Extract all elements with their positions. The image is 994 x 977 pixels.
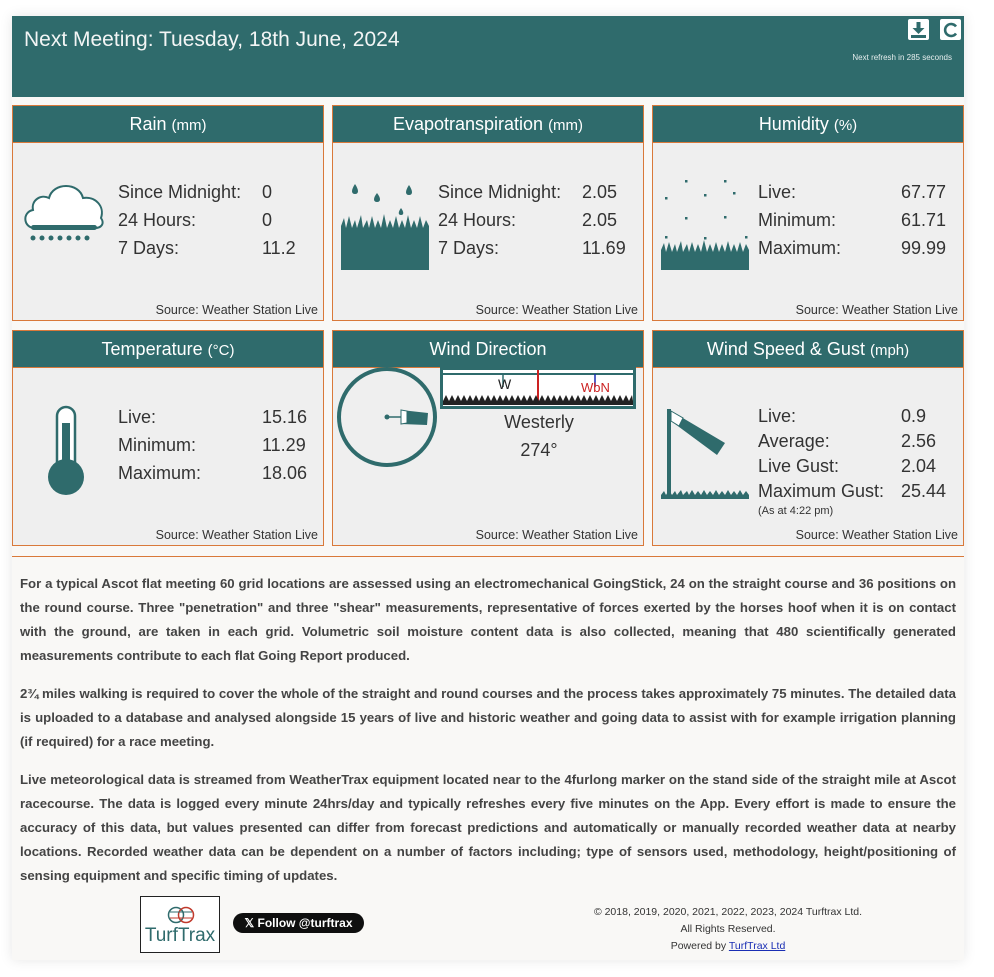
wind-direction-source: Source: Weather Station Live <box>475 528 638 542</box>
gust-timestamp: (As at 4:22 pm) <box>758 505 834 517</box>
wind-speed-card-header <box>653 331 963 368</box>
humidity-card-header <box>653 106 963 143</box>
copyright-text: © 2018, 2019, 2020, 2021, 2022, 2023, 2024 Turftrax Ltd. <box>593 906 863 918</box>
x-logo-icon: 𝕏 <box>244 916 258 930</box>
humidity-title: Humidity <box>758 114 829 134</box>
evapo-card-header <box>333 106 643 143</box>
temperature-row <box>118 459 318 487</box>
evapo-label: Since Midnight: <box>438 182 562 202</box>
evapo-row <box>438 178 638 206</box>
wind-speed-unit: (mph) <box>869 342 910 359</box>
humidity-label: Minimum: <box>758 210 837 230</box>
rain-label: 24 Hours: <box>118 210 197 230</box>
follow-label: Follow @turftrax <box>257 916 353 930</box>
logo-emblem-icon <box>167 906 195 924</box>
compass-right-label: WbN <box>581 380 610 395</box>
twitter-follow-button[interactable] <box>233 913 364 933</box>
compass-strip <box>440 367 636 409</box>
humidity-grass-icon <box>661 180 751 275</box>
humidity-label: Live: <box>758 182 797 202</box>
rain-label: Since Midnight: <box>118 182 242 202</box>
refresh-countdown: Next refresh in 285 seconds <box>852 53 952 62</box>
humidity-value: 99.99 <box>901 238 947 258</box>
rain-value: 0 <box>262 182 273 202</box>
humidity-label: Maximum: <box>758 238 842 258</box>
temperature-label: Maximum: <box>118 463 202 483</box>
refresh-icon <box>943 22 959 38</box>
evapo-stats <box>438 178 638 262</box>
wind-direction-title: Wind Direction <box>429 339 547 359</box>
wind-speed-row <box>758 479 958 504</box>
refresh-button[interactable] <box>940 19 961 40</box>
evapo-label: 7 Days: <box>438 238 500 258</box>
temperature-stats <box>118 403 318 487</box>
wind-direction-degrees: 274° <box>520 440 558 460</box>
wind-speed-label: Average: <box>758 431 830 451</box>
download-icon <box>911 22 926 38</box>
humidity-value: 67.77 <box>901 182 947 202</box>
info-paragraph: 2¾ miles walking is required to cover the whole of the straight and round courses and the process takes approximately 75 minutes. The detailed data is uploaded to a database and analysed alongside 15 years of live and historic weather and going data to assist with for example irrigation planning (if required) for a race meeting. <box>20 686 956 749</box>
wind-speed-value: 25.44 <box>901 481 947 501</box>
temperature-value: 11.29 <box>262 435 306 455</box>
wind-speed-label: Maximum Gust: <box>758 481 885 501</box>
powered-by-prefix: Powered by <box>670 940 727 952</box>
wind-speed-stats <box>758 404 958 518</box>
wind-speed-title: Wind Speed & Gust <box>706 339 865 359</box>
temperature-unit: (°C) <box>207 342 235 359</box>
evapo-title: Evapotranspiration <box>392 114 544 134</box>
temperature-title: Temperature <box>101 339 203 359</box>
section-divider <box>12 556 964 557</box>
header-bar <box>12 16 964 97</box>
wind-speed-value: 2.04 <box>901 456 937 476</box>
wind-direction-name: Westerly <box>504 412 574 432</box>
evapo-value: 11.69 <box>582 238 626 258</box>
page-title: Next Meeting: Tuesday, 18th June, 2024 <box>24 28 400 51</box>
windsock-pole-icon <box>661 407 753 504</box>
wind-speed-value: 0.9 <box>901 406 927 426</box>
rain-title: Rain <box>129 114 167 134</box>
humidity-value: 61.71 <box>901 210 947 230</box>
humidity-card <box>652 105 964 321</box>
rain-value: 11.2 <box>262 238 296 258</box>
temperature-card-header <box>13 331 323 368</box>
wind-speed-value: 2.56 <box>901 431 937 451</box>
evapo-row <box>438 206 638 234</box>
rain-label: 7 Days: <box>118 238 180 258</box>
evapo-label: 24 Hours: <box>438 210 517 230</box>
powered-by <box>578 940 878 952</box>
rain-value: 0 <box>262 210 273 230</box>
thermometer-icon <box>46 405 86 502</box>
rain-card <box>12 105 324 321</box>
evaporation-grass-icon <box>341 182 431 275</box>
humidity-unit: (%) <box>833 117 858 134</box>
humidity-stats <box>758 178 958 262</box>
rain-unit: (mm) <box>171 117 207 134</box>
temperature-value: 18.06 <box>262 463 308 483</box>
wind-direction-card-header <box>333 331 643 368</box>
windsock-icon <box>385 410 429 425</box>
temperature-label: Live: <box>118 407 157 427</box>
wind-speed-source: Source: Weather Station Live <box>795 528 958 542</box>
humidity-row <box>758 206 958 234</box>
temperature-value: 15.16 <box>262 407 308 427</box>
evapotranspiration-card <box>332 105 644 321</box>
wind-speed-card <box>652 330 964 546</box>
temperature-label: Minimum: <box>118 435 197 455</box>
temperature-card <box>12 330 324 546</box>
evapo-value: 2.05 <box>582 182 618 202</box>
humidity-source: Source: Weather Station Live <box>795 303 958 317</box>
rights-text: All Rights Reserved. <box>680 923 776 935</box>
rain-card-header <box>13 106 323 143</box>
temperature-row <box>118 403 318 431</box>
evapo-unit: (mm) <box>548 117 584 134</box>
download-button[interactable] <box>908 19 929 40</box>
wind-speed-row <box>758 404 958 429</box>
rain-row <box>118 178 308 206</box>
temperature-row <box>118 431 318 459</box>
evapo-value: 2.05 <box>582 210 618 230</box>
compass-left-label: W <box>498 376 512 392</box>
page <box>12 16 964 960</box>
info-paragraph: Live meteorological data is streamed from WeatherTrax equipment located near to the 4furlong marker on the stand side of the straight mile at Ascot racecourse. The data is logged every minute 24hrs/day and typically refreshes every five minutes on the App. Every effort is made to ensure the accuracy of this data, but values presented can differ from forecast predictions and automatically or manually recorded weather data at nearby locations. Recorded weather data can be dependent on a number of factors including; type of sensors used, methodology, height/positioning of sensing equipment and specific timing of updates. <box>20 772 956 883</box>
evapo-source: Source: Weather Station Live <box>475 303 638 317</box>
humidity-row <box>758 178 958 206</box>
rain-source: Source: Weather Station Live <box>155 303 318 317</box>
rain-row <box>118 234 308 262</box>
rain-row <box>118 206 308 234</box>
temperature-source: Source: Weather Station Live <box>155 528 318 542</box>
rain-cloud-icon <box>21 178 107 253</box>
wind-speed-label: Live: <box>758 406 797 426</box>
wind-speed-label: Live Gust: <box>758 456 840 476</box>
evapo-row <box>438 234 638 262</box>
wind-speed-row <box>758 429 958 454</box>
logo-text: TurfTrax <box>144 925 216 946</box>
turftrax-logo[interactable] <box>140 896 220 953</box>
wind-dial <box>335 365 439 469</box>
rain-stats <box>118 178 308 262</box>
wind-direction-card <box>332 330 644 546</box>
info-paragraph: For a typical Ascot flat meeting 60 grid locations are assessed using an electromechanical GoingStick, 24 on the straight course and 36 positions on the round course. Three "penetration" and three "shear" measurements, representative of forces exerted by the horses hoof when it is on contact with the ground, are taken in each grid. Volumetric soil moisture content data is also collected, meaning that 480 scientifically generated measurements contribute to each flat Going Report produced. <box>20 576 956 663</box>
humidity-row <box>758 234 958 262</box>
powered-by-link[interactable]: TurfTrax Ltd <box>728 940 786 952</box>
wind-speed-row <box>758 454 958 479</box>
